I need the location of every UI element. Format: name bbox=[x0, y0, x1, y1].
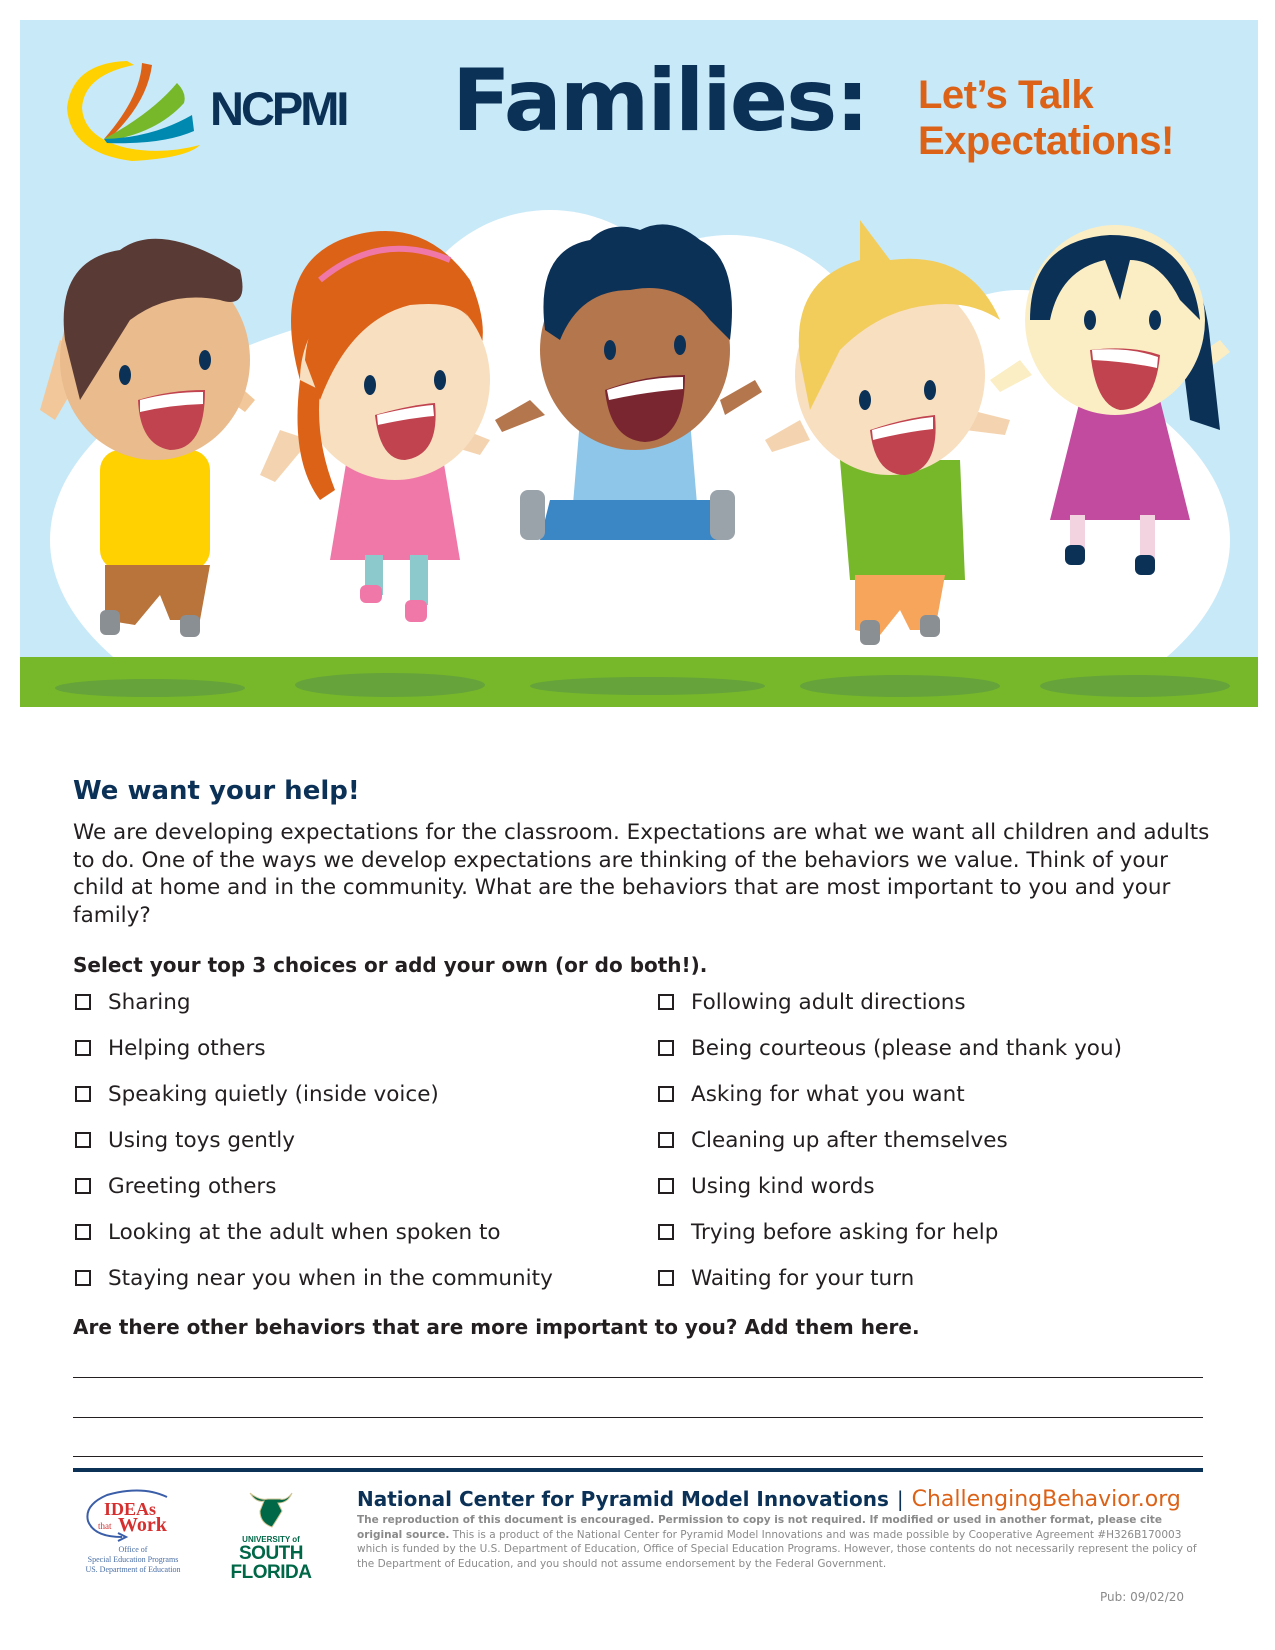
checkbox-item[interactable] bbox=[75, 1217, 501, 1247]
section-heading: We want your help! bbox=[73, 776, 360, 806]
checkbox-label: Waiting for your turn bbox=[691, 1265, 915, 1291]
checklist-instruction: Select your top 3 choices or add your own (or do both!). bbox=[73, 953, 708, 977]
checkbox-icon[interactable] bbox=[75, 994, 91, 1010]
checkbox-label: Using kind words bbox=[691, 1173, 875, 1199]
intro-paragraph: We are developing expectations for the classroom. Expectations are what we want all children and adults to do. One of the ways we develop expectations are thinking of the behaviors we value. Think of your child at home and in the community. What are the behaviors that are most important to you and your family? bbox=[73, 820, 1210, 928]
legal-body: This is a product of the National Center for Pyramid Model Innovations and was made possible by Cooperative Agreement #H326B170003 which is funded by the U.S. Department of Education, Office of Special Education Programs. However, those contents do not necessarily represent the policy of the Department of Education, and you should not assume endorsement by the Federal Government. bbox=[357, 1528, 1197, 1570]
usf-university-label: UNIVERSITY of bbox=[242, 1535, 300, 1544]
checkbox-label: Asking for what you want bbox=[691, 1081, 965, 1107]
checkbox-icon[interactable] bbox=[658, 1086, 674, 1102]
checkbox-label: Trying before asking for help bbox=[691, 1219, 999, 1245]
org-name: National Center for Pyramid Model Innovations bbox=[357, 1487, 889, 1511]
checkbox-label: Using toys gently bbox=[108, 1127, 295, 1153]
ncpmi-swoosh-icon bbox=[52, 53, 202, 163]
footer-separator: | bbox=[896, 1487, 904, 1511]
checkbox-icon[interactable] bbox=[658, 1040, 674, 1056]
footer-divider bbox=[73, 1468, 1203, 1472]
ideas-caption-3: US. Department of Education bbox=[85, 1565, 181, 1574]
page-title: Families: bbox=[452, 51, 868, 151]
checkbox-label: Helping others bbox=[108, 1035, 266, 1061]
checkbox-icon[interactable] bbox=[75, 1224, 91, 1240]
checkbox-icon[interactable] bbox=[75, 1270, 91, 1286]
checkbox-label: Cleaning up after themselves bbox=[691, 1127, 1008, 1153]
checkbox-item[interactable] bbox=[75, 1171, 276, 1201]
page-subtitle bbox=[918, 72, 1174, 164]
subtitle-line-2: Expectations! bbox=[918, 119, 1174, 163]
checkbox-icon[interactable] bbox=[75, 1132, 91, 1148]
usf-name bbox=[226, 1544, 316, 1582]
usf-florida: FLORIDA bbox=[230, 1562, 312, 1583]
checkbox-item[interactable] bbox=[658, 1171, 875, 1201]
ideas-word: IDEAs bbox=[104, 1499, 157, 1519]
ideas-caption-1: Office of bbox=[118, 1545, 148, 1554]
checkbox-item[interactable] bbox=[658, 987, 966, 1017]
answer-line-2[interactable] bbox=[73, 1417, 1203, 1418]
checkbox-icon[interactable] bbox=[658, 994, 674, 1010]
ncpmi-logo bbox=[52, 53, 402, 163]
answer-line-3[interactable] bbox=[73, 1456, 1203, 1457]
checkbox-icon[interactable] bbox=[75, 1040, 91, 1056]
checkbox-item[interactable] bbox=[75, 1263, 553, 1293]
checkbox-item[interactable] bbox=[658, 1033, 1122, 1063]
checkbox-item[interactable] bbox=[75, 1125, 295, 1155]
other-behaviors-prompt: Are there other behaviors that are more important to you? Add them here. bbox=[73, 1315, 920, 1339]
legal-bold: The reproduction of this document is encouraged. Permission to copy is not required. If modified or used in another format, please cite original source. bbox=[357, 1514, 1162, 1541]
work-word: Work bbox=[118, 1514, 167, 1536]
checkbox-icon[interactable] bbox=[75, 1178, 91, 1194]
that-word: that bbox=[98, 1521, 112, 1531]
checkbox-icon[interactable] bbox=[658, 1132, 674, 1148]
usf-bull-icon bbox=[246, 1489, 296, 1531]
ideas-that-work-logo bbox=[78, 1487, 188, 1577]
logo-text: NCPMI bbox=[210, 82, 347, 135]
grass-strip bbox=[20, 657, 1258, 707]
checkbox-item[interactable] bbox=[658, 1079, 965, 1109]
checkbox-item[interactable] bbox=[75, 1033, 266, 1063]
website-link[interactable]: ChallengingBehavior.org bbox=[911, 1487, 1181, 1512]
checkbox-item[interactable] bbox=[75, 987, 191, 1017]
checkbox-item[interactable] bbox=[658, 1263, 914, 1293]
checkbox-label: Greeting others bbox=[108, 1173, 277, 1199]
answer-line-1[interactable] bbox=[73, 1377, 1203, 1378]
ideas-caption-2: Special Education Programs bbox=[87, 1555, 179, 1564]
checkbox-icon[interactable] bbox=[658, 1224, 674, 1240]
footer-title bbox=[357, 1487, 1181, 1512]
usf-south: SOUTH bbox=[239, 1543, 303, 1564]
checkbox-label: Sharing bbox=[108, 989, 191, 1015]
publication-date: Pub: 09/02/20 bbox=[1100, 1590, 1184, 1604]
subtitle-line-1: Let’s Talk bbox=[918, 73, 1094, 117]
checkbox-icon[interactable] bbox=[658, 1178, 674, 1194]
checkbox-item[interactable] bbox=[75, 1079, 439, 1109]
checkbox-label: Following adult directions bbox=[691, 989, 966, 1015]
checkbox-label: Speaking quietly (inside voice) bbox=[108, 1081, 439, 1107]
checkbox-item[interactable] bbox=[658, 1217, 998, 1247]
checkbox-label: Looking at the adult when spoken to bbox=[108, 1219, 501, 1245]
checkbox-item[interactable] bbox=[658, 1125, 1008, 1155]
checkbox-label: Staying near you when in the community bbox=[108, 1265, 553, 1291]
usf-logo bbox=[226, 1487, 316, 1582]
checkbox-icon[interactable] bbox=[658, 1270, 674, 1286]
legal-notice bbox=[357, 1513, 1197, 1571]
checkbox-label: Being courteous (please and thank you) bbox=[691, 1035, 1122, 1061]
checkbox-icon[interactable] bbox=[75, 1086, 91, 1102]
